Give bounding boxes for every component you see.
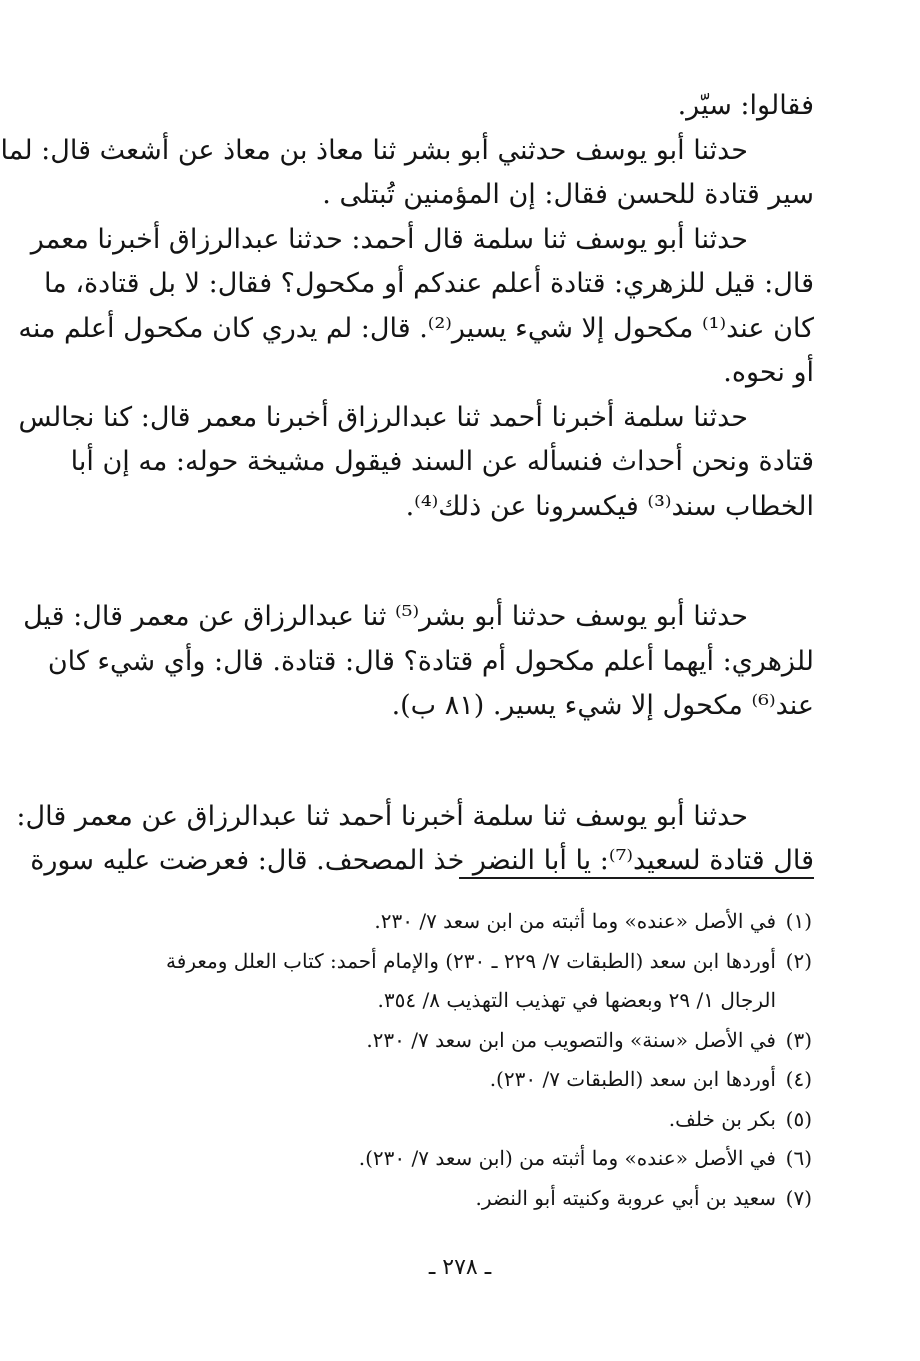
text-line: كان عند⁽¹⁾ مكحول إلا شيء يسير⁽²⁾. قال: لم يدري كان مكحول أعلم منه xyxy=(18,312,814,344)
footnote-number: (٤) xyxy=(785,1067,812,1091)
paragraph-gap xyxy=(100,529,814,595)
footnotes xyxy=(100,902,812,1218)
footnote-continuation: الرجال ١/ ٢٩ وبعضها في تهذيب التهذيب ٨/ ٣٥٤. xyxy=(377,988,776,1012)
text-line: قال: قيل للزهري: قتادة أعلم عندكم أو مكحول؟ فقال: لا بل قتادة، ما xyxy=(44,268,814,299)
footnote-text: في الأصل «سنة» والتصويب من ابن سعد ٧/ ٢٣٠. xyxy=(366,1027,776,1052)
footnote xyxy=(100,942,812,982)
text-line: للزهري: أيهما أعلم مكحول أم قتادة؟ قال: قتادة. قال: وأي شيء كان xyxy=(47,645,814,677)
footnote-number: (٥) xyxy=(785,1106,812,1131)
paragraph-gap xyxy=(100,729,814,795)
text-line: حدثنا سلمة أخبرنا أحمد ثنا عبدالرزاق أخبرنا معمر قال: كنا نجالس xyxy=(18,401,748,433)
footnote xyxy=(100,902,812,942)
footnote-number: (٢) xyxy=(785,948,812,973)
text-line: قال قتادة لسعيد⁽⁷⁾: يا أبا النضر خذ المصحف. قال: فعرضت عليه سورة xyxy=(30,845,814,876)
text-line: فقالوا: سيّر. xyxy=(677,90,814,121)
text-line: حدثنا أبو يوسف حدثنا أبو بشر⁽⁵⁾ ثنا عبدالرزاق عن معمر قال: قيل xyxy=(23,601,748,632)
footnote-text: في الأصل «عنده» وما أثبته من ابن سعد ٧/ ٢٣٠. xyxy=(374,909,776,933)
footnote-text: بكر بن خلف. xyxy=(668,1106,776,1131)
footnote xyxy=(100,1179,812,1219)
text-line: حدثنا أبو يوسف ثنا سلمة قال أحمد: حدثنا عبدالرزاق أخبرنا معمر xyxy=(30,223,748,255)
footnote xyxy=(100,1100,812,1140)
footnote xyxy=(100,1060,812,1100)
text-line: حدثنا أبو يوسف ثنا سلمة أخبرنا أحمد ثنا عبدالرزاق عن معمر قال: xyxy=(16,800,748,832)
page-number: ـ ٢٧٨ ـ xyxy=(428,1255,492,1280)
footnote-text: في الأصل «عنده» وما أثبته من (ابن سعد ٧/ ٢٣٠). xyxy=(358,1146,776,1170)
footnote-text: سعيد بن أبي عروبة وكنيته أبو النضر. xyxy=(475,1185,776,1210)
footnote-separator xyxy=(459,877,814,879)
text-line: قتادة ونحن أحداث فنسأله عن السند فيقول مشيخة حوله: مه إن أبا xyxy=(70,446,814,477)
footnote-number: (٣) xyxy=(785,1027,812,1052)
footnote-number: (٦) xyxy=(785,1146,812,1170)
main-text xyxy=(0,84,814,884)
footnote-text: أوردها ابن سعد (الطبقات ٧/ ٢٣٠). xyxy=(489,1067,776,1091)
footnote-number: (٧) xyxy=(785,1185,812,1210)
footnote xyxy=(100,1139,812,1179)
text-line: حدثنا أبو يوسف حدثني أبو بشر ثنا معاذ بن معاذ عن أشعث قال: لما xyxy=(0,134,748,166)
footnote-text: أوردها ابن سعد (الطبقات ٧/ ٢٢٩ ـ ٢٣٠) والإمام أحمد: كتاب العلل ومعرفة xyxy=(166,948,776,973)
footnote-number: (١) xyxy=(785,909,812,933)
text-line: أو نحوه. xyxy=(723,357,814,388)
text-line: الخطاب سند⁽³⁾ فيكسرونا عن ذلك⁽⁴⁾. xyxy=(405,490,814,522)
footnote xyxy=(100,1021,812,1061)
text-line: عند⁽⁶⁾ مكحول إلا شيء يسير. (٨١ ب). xyxy=(391,690,814,721)
text-line: سير قتادة للحسن فقال: إن المؤمنين تُبتلى . xyxy=(322,179,814,210)
